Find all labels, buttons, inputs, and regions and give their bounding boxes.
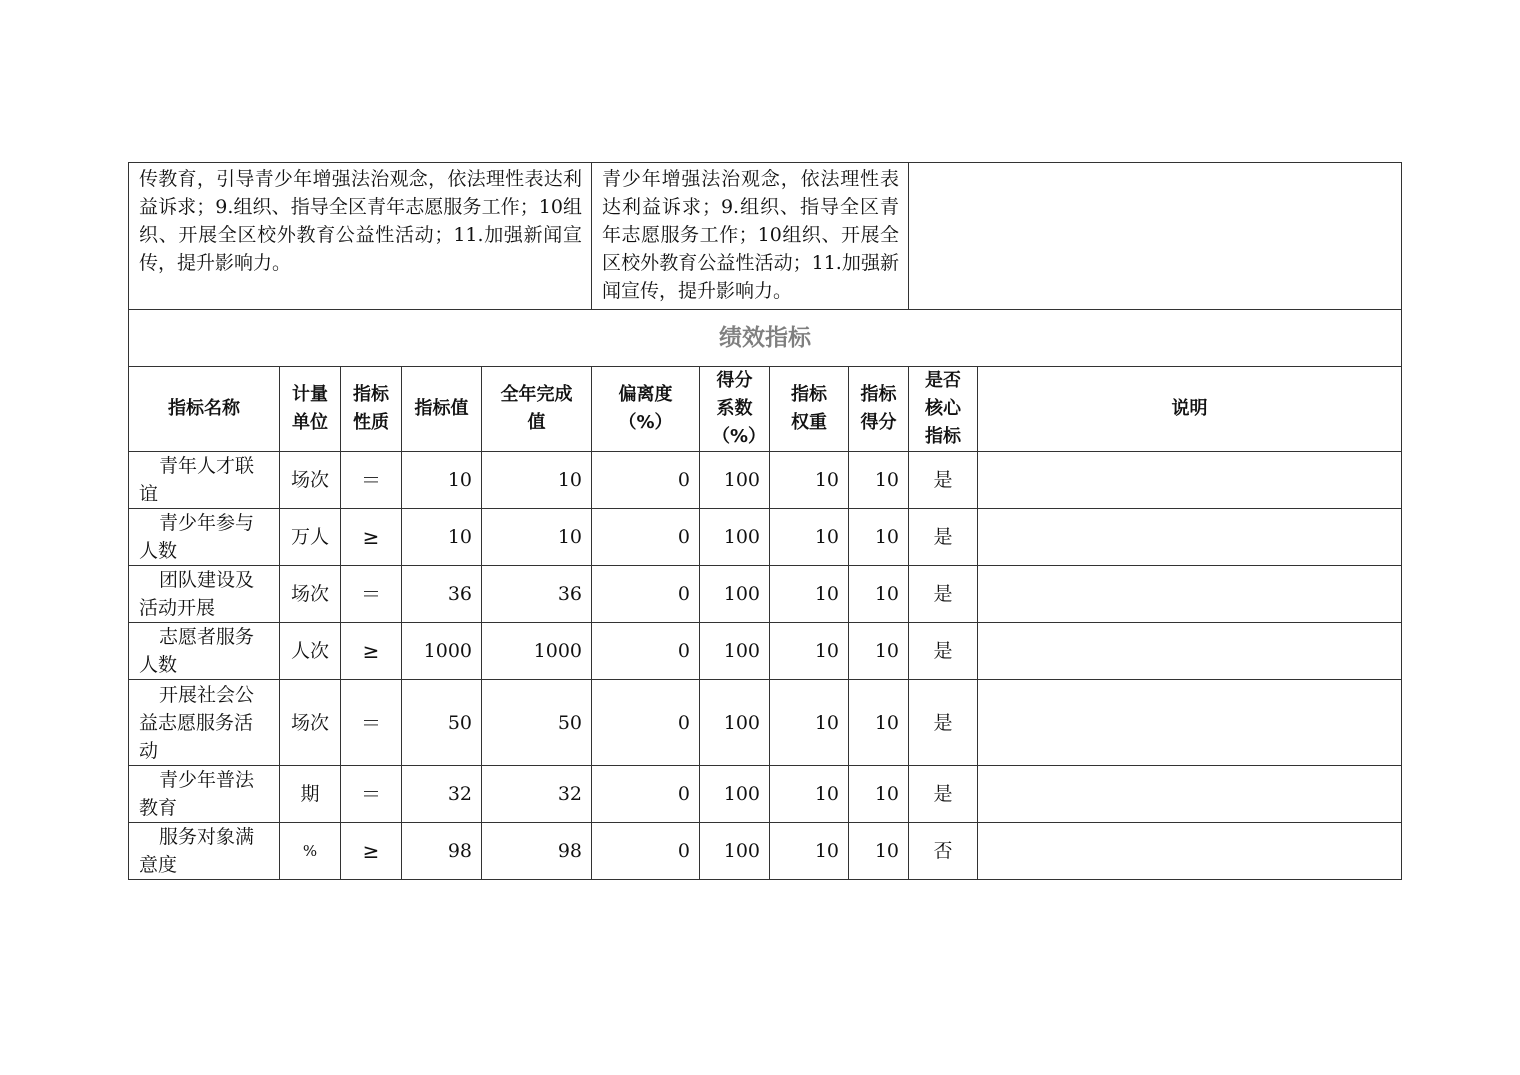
- indicator-name: 服务对象满意度: [129, 823, 280, 880]
- deviation-value: 0: [592, 823, 700, 880]
- core-flag: 是: [909, 566, 978, 623]
- indicator-value: 36: [402, 566, 482, 623]
- core-flag: 是: [909, 680, 978, 766]
- header-weight: 指标权重: [770, 367, 849, 452]
- indicator-property: ≥: [341, 623, 402, 680]
- indicator-unit: 场次: [280, 566, 341, 623]
- core-flag: 是: [909, 766, 978, 823]
- note-cell: [978, 766, 1402, 823]
- continuation-row: [129, 163, 1402, 310]
- section-title-row: [129, 310, 1402, 367]
- indicator-name: 团队建设及活动开展: [129, 566, 280, 623]
- deviation-value: 0: [592, 452, 700, 509]
- note-cell: [978, 566, 1402, 623]
- weight-value: 10: [770, 452, 849, 509]
- weight-value: 10: [770, 680, 849, 766]
- weight-value: 10: [770, 823, 849, 880]
- continuation-text-1: 传教育，引导青少年增强法治观念，依法理性表达利益诉求；9.组织、指导全区青年志愿服务工作；10组织、开展全区校外教育公益性活动；11.加强新闻宣传，提升影响力。: [129, 163, 592, 310]
- indicator-property: ≥: [341, 823, 402, 880]
- coef-value: 100: [700, 623, 770, 680]
- header-note: 说明: [978, 367, 1402, 452]
- score-value: 10: [849, 566, 909, 623]
- continuation-text-3: [909, 163, 1402, 310]
- note-cell: [978, 680, 1402, 766]
- core-flag: 是: [909, 509, 978, 566]
- indicator-property: ＝: [341, 680, 402, 766]
- score-value: 10: [849, 823, 909, 880]
- weight-value: 10: [770, 623, 849, 680]
- indicator-name: 青年人才联谊: [129, 452, 280, 509]
- note-cell: [978, 623, 1402, 680]
- indicator-value: 50: [402, 680, 482, 766]
- table-row: [129, 509, 1402, 566]
- continuation-text-2: 青少年增强法治观念，依法理性表达利益诉求；9.组织、指导全区青年志愿服务工作；10组织、开展全区校外教育公益性活动；11.加强新闻宣传，提升影响力。: [592, 163, 909, 310]
- table-row: [129, 452, 1402, 509]
- header-deviation: 偏离度（%）: [592, 367, 700, 452]
- deviation-value: 0: [592, 623, 700, 680]
- note-cell: [978, 452, 1402, 509]
- table-row: [129, 680, 1402, 766]
- header-coef: 得分系数（%）: [700, 367, 770, 452]
- table-row: [129, 566, 1402, 623]
- weight-value: 10: [770, 509, 849, 566]
- indicator-unit: 场次: [280, 680, 341, 766]
- indicator-value: 10: [402, 509, 482, 566]
- deviation-value: 0: [592, 680, 700, 766]
- annual-value: 32: [482, 766, 592, 823]
- annual-value: 10: [482, 452, 592, 509]
- table-row: [129, 623, 1402, 680]
- header-row: [129, 367, 1402, 452]
- coef-value: 100: [700, 509, 770, 566]
- note-cell: [978, 509, 1402, 566]
- indicator-value: 98: [402, 823, 482, 880]
- weight-value: 10: [770, 766, 849, 823]
- indicator-property: ＝: [341, 566, 402, 623]
- coef-value: 100: [700, 766, 770, 823]
- annual-value: 98: [482, 823, 592, 880]
- indicator-unit: 期: [280, 766, 341, 823]
- indicator-name: 青少年参与人数: [129, 509, 280, 566]
- deviation-value: 0: [592, 509, 700, 566]
- coef-value: 100: [700, 823, 770, 880]
- indicator-name: 青少年普法教育: [129, 766, 280, 823]
- indicator-unit: %: [280, 823, 341, 880]
- score-value: 10: [849, 623, 909, 680]
- header-value: 指标值: [402, 367, 482, 452]
- table-row: [129, 823, 1402, 880]
- score-value: 10: [849, 509, 909, 566]
- performance-table: [128, 162, 1402, 880]
- section-title: 绩效指标: [129, 310, 1402, 367]
- deviation-value: 0: [592, 766, 700, 823]
- indicator-value: 32: [402, 766, 482, 823]
- header-annual: 全年完成值: [482, 367, 592, 452]
- core-flag: 是: [909, 623, 978, 680]
- note-cell: [978, 823, 1402, 880]
- header-score: 指标得分: [849, 367, 909, 452]
- header-core: 是否核心指标: [909, 367, 978, 452]
- indicator-name: 开展社会公益志愿服务活动: [129, 680, 280, 766]
- score-value: 10: [849, 766, 909, 823]
- coef-value: 100: [700, 452, 770, 509]
- weight-value: 10: [770, 566, 849, 623]
- coef-value: 100: [700, 566, 770, 623]
- annual-value: 1000: [482, 623, 592, 680]
- annual-value: 50: [482, 680, 592, 766]
- indicator-property: ≥: [341, 509, 402, 566]
- coef-value: 100: [700, 680, 770, 766]
- annual-value: 36: [482, 566, 592, 623]
- indicator-unit: 人次: [280, 623, 341, 680]
- score-value: 10: [849, 452, 909, 509]
- core-flag: 是: [909, 452, 978, 509]
- indicator-property: ＝: [341, 452, 402, 509]
- table-row: [129, 766, 1402, 823]
- indicator-name: 志愿者服务人数: [129, 623, 280, 680]
- indicator-value: 10: [402, 452, 482, 509]
- header-unit: 计量单位: [280, 367, 341, 452]
- header-name: 指标名称: [129, 367, 280, 452]
- core-flag: 否: [909, 823, 978, 880]
- indicator-value: 1000: [402, 623, 482, 680]
- indicator-property: ＝: [341, 766, 402, 823]
- indicator-unit: 万人: [280, 509, 341, 566]
- indicator-unit: 场次: [280, 452, 341, 509]
- score-value: 10: [849, 680, 909, 766]
- annual-value: 10: [482, 509, 592, 566]
- deviation-value: 0: [592, 566, 700, 623]
- header-property: 指标性质: [341, 367, 402, 452]
